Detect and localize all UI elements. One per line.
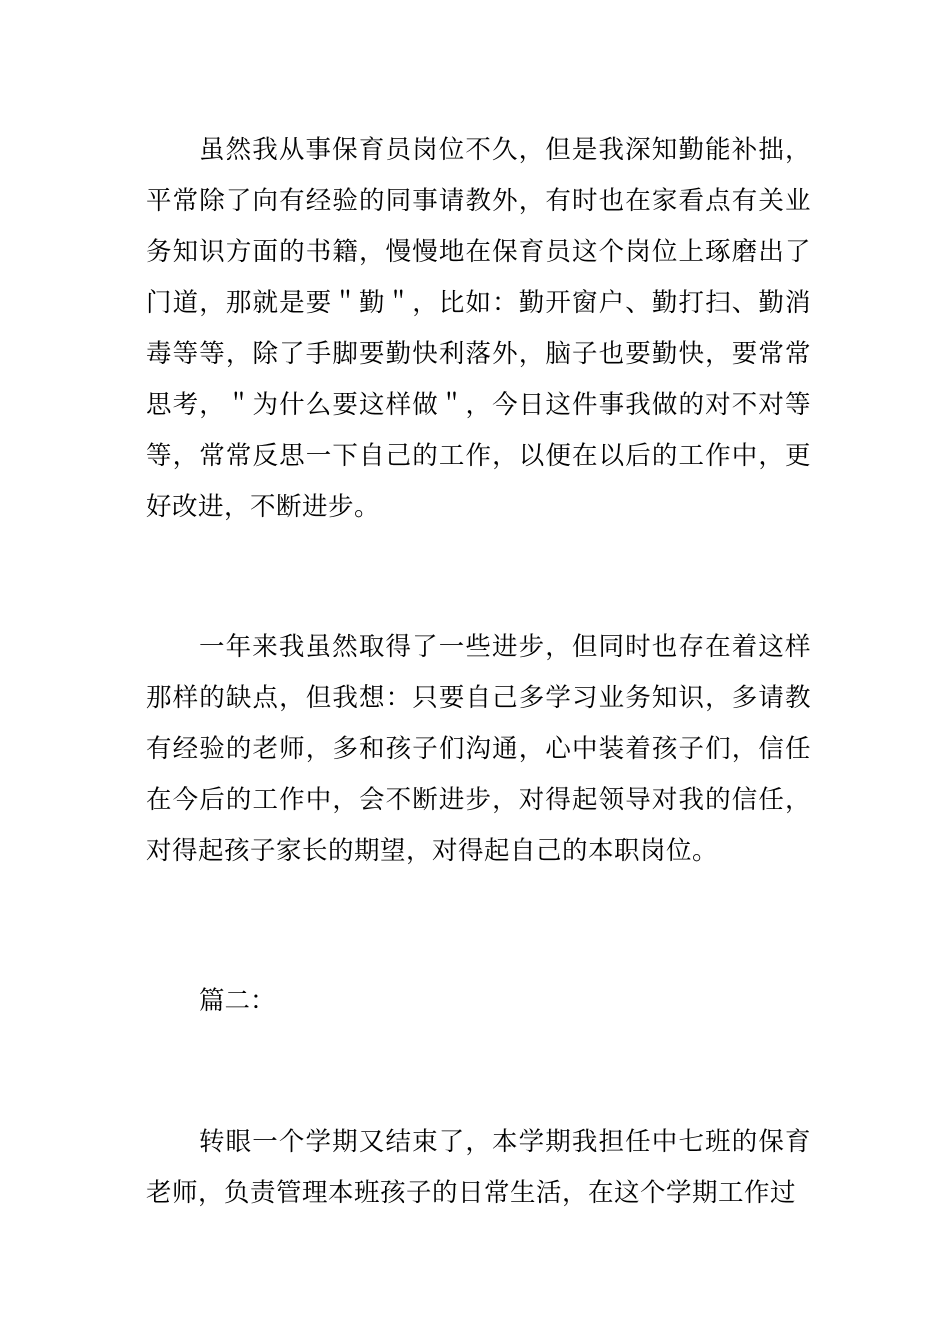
- section-heading: 篇二：: [199, 986, 276, 1016]
- paragraph-year-summary: 一年来我虽然取得了一些进步，但同时也存在着这样那样的缺点，但我想：只要自己多学习业务知识，多请教有经验的老师，多和孩子们沟通，心中装着孩子们，信任在今后的工作中，会不断进步，对得起领导对我的信任，对得起孩子家长的期望，对得起自己的本职岗位。: [146, 632, 811, 866]
- paragraph-section-two-intro: 转眼一个学期又结束了，本学期我担任中七班的保育老师，负责管理本班孩子的日常生活，在这个学期工作过: [146, 1127, 811, 1208]
- paragraph-diligence: 虽然我从事保育员岗位不久，但是我深知勤能补拙，平常除了向有经验的同事请教外，有时也在家看点有关业务知识方面的书籍，慢慢地在保育员这个岗位上琢磨出了门道，那就是要＂勤＂，比如：勤开窗户、勤打扫、勤消毒等等，除了手脚要勤快利落外，脑子也要勤快，要常常思考，＂为什么要这样做＂，今日这件事我做的对不对等等，常常反思一下自己的工作，以便在以后的工作中，更好改进，不断进步。: [146, 135, 811, 522]
